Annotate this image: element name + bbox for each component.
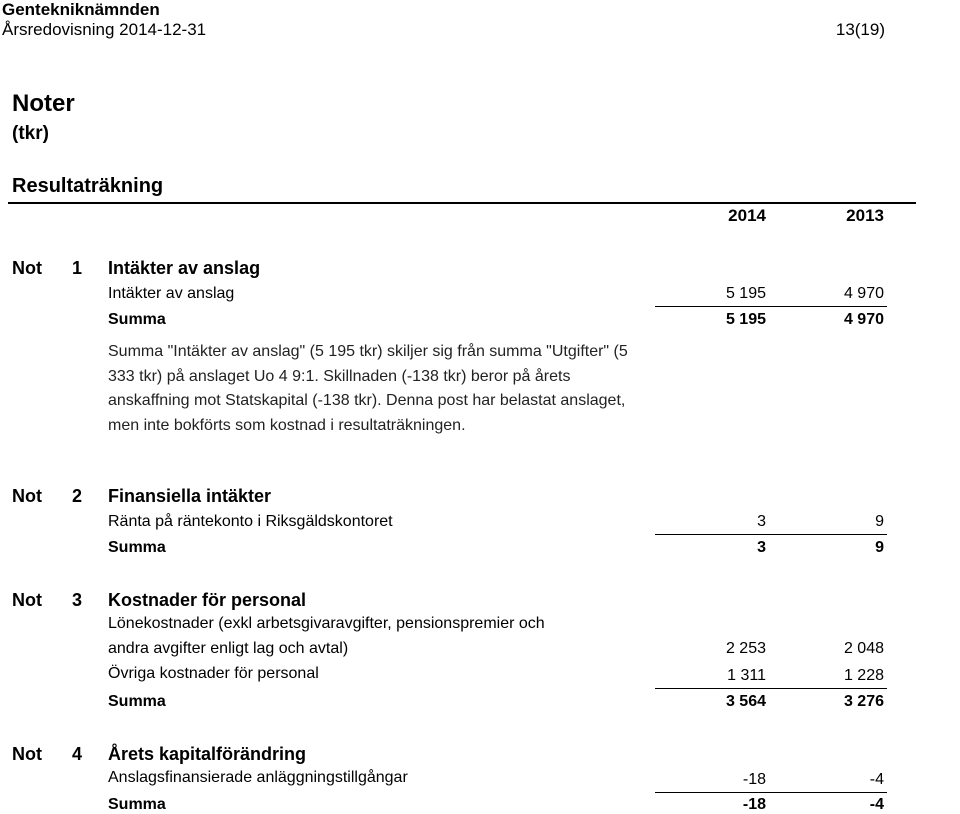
page-subtitle: (tkr) [12,123,49,144]
row-label: Ränta på räntekonto i Riksgäldskontoret [108,513,393,530]
page-number: 13(19) [835,20,885,39]
total-label: Summa [108,311,166,328]
report-title: Årsredovisning 2014-12-31 [2,20,207,39]
value-2014: 5 195 [725,285,766,302]
value-2013: 2 048 [843,640,884,657]
sum-underline [655,534,887,535]
total-2013: 3 276 [843,693,884,710]
total-label: Summa [108,796,166,813]
value-2014: -18 [742,771,766,788]
sum-underline [655,688,887,689]
total-2013: 4 970 [843,311,884,328]
value-2013: -4 [869,771,884,788]
year-header-2013: 2013 [846,206,884,225]
value-2014: 2 253 [725,640,766,657]
note-title: Finansiella intäkter [108,486,272,506]
section-title: Resultaträkning [12,175,164,197]
sum-underline [655,792,887,793]
note-label: Not [12,258,42,278]
note-title: Årets kapitalförändring [108,744,307,764]
note-label: Not [12,486,42,506]
note-title: Intäkter av anslag [108,258,261,278]
year-header-2014: 2014 [728,206,766,225]
total-label: Summa [108,693,166,710]
value-2014: 3 [757,513,766,530]
value-2013: 9 [875,513,884,530]
row-label-line-1: Lönekostnader (exkl arbetsgivaravgifter, pensionspremier och [108,615,545,632]
note-number: 3 [72,590,83,610]
section-divider [8,202,916,204]
value-2013: 4 970 [843,285,884,302]
row-label: Övriga kostnader för personal [108,665,319,682]
value-2013: 1 228 [843,667,884,684]
sum-underline [655,306,887,307]
organization-name: Gentekniknämnden [2,0,160,19]
note-number: 4 [72,744,83,764]
row-label-line-2: andra avgifter enligt lag och avtal) [108,640,349,657]
total-2014: -18 [742,796,766,813]
note-label: Not [12,744,42,764]
note-title: Kostnader för personal [108,590,307,610]
row-label: Intäkter av anslag [108,285,235,302]
page-title: Noter [12,90,75,117]
value-2014: 1 311 [727,667,766,684]
total-label: Summa [108,539,166,556]
note-explanation: Summa "Intäkter av anslag" (5 195 tkr) skiljer sig från summa "Utgifter" (5 333 tkr) på anslaget Uo 4 9:1. Skillnaden (-138 tkr) beror på årets anskaffning mot Statskapital (-138 tkr). Denna post har belastat anslaget, men inte bokförts som kostnad i resultaträkningen. [108,343,628,434]
note-number: 1 [72,258,83,278]
total-2014: 5 195 [725,311,766,328]
note-label: Not [12,590,42,610]
total-2014: 3 [757,539,766,556]
row-label: Anslagsfinansierade anläggningstillgångar [108,769,408,786]
total-2013: -4 [869,796,884,813]
note-number: 2 [72,486,83,506]
total-2013: 9 [875,539,884,556]
total-2014: 3 564 [725,693,766,710]
